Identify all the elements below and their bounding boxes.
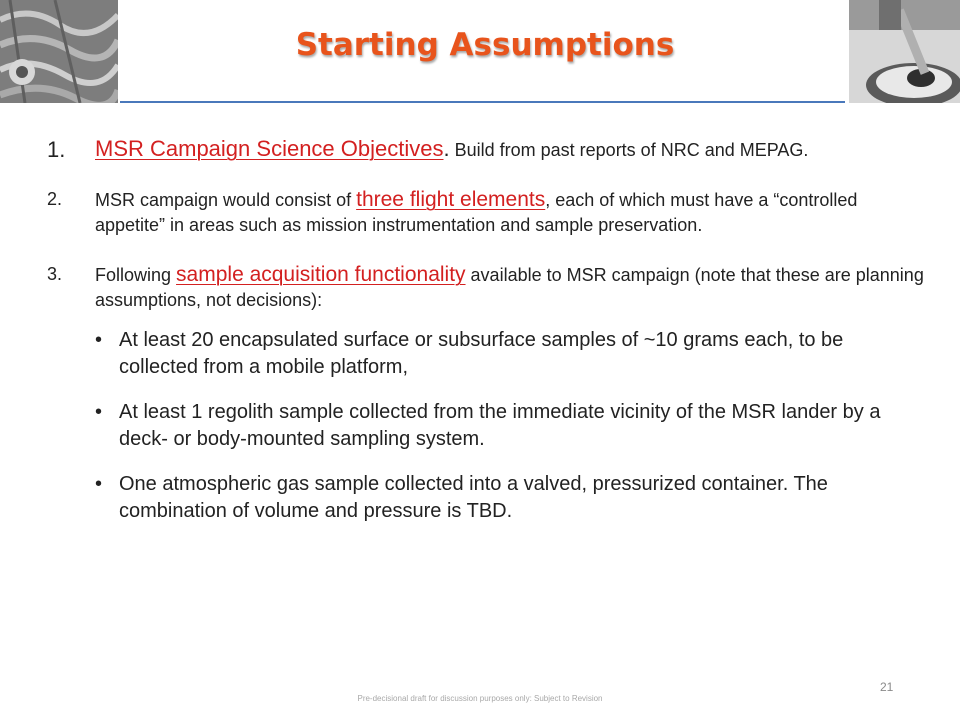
item-number: 1. (47, 137, 66, 162)
list-item (95, 471, 927, 525)
sample-bullet-list (47, 327, 927, 525)
bullet-icon: • (95, 473, 103, 495)
sample-acquisition-link[interactable]: sample acquisition functionality (176, 263, 466, 286)
bullet-text: At least 20 encapsulated surface or subsurface samples of ~10 grams each, to be collected from a mobile platform, (119, 329, 844, 378)
list-item (95, 399, 927, 453)
list-item (47, 136, 927, 163)
martian-surface-photo (0, 0, 118, 103)
item-number: 3. (47, 264, 63, 284)
item-text: Following (95, 265, 177, 285)
list-item (47, 187, 927, 238)
page-title: Starting Assumptions (295, 27, 675, 63)
list-item (47, 262, 927, 313)
item-text: MSR campaign would consist of (95, 190, 357, 210)
bullet-text: One atmospheric gas sample collected into a valved, pressurized container. The combination of volume and pressure is TBD. (119, 473, 828, 522)
footer-disclaimer: Pre-decisional draft for discussion purposes only: Subject to Revision (357, 694, 603, 703)
bullet-icon: • (95, 329, 103, 351)
assumptions-list (47, 136, 927, 543)
flight-elements-link[interactable]: three flight elements (356, 188, 546, 211)
title-divider (120, 101, 845, 103)
bullet-icon: • (95, 401, 103, 423)
item-text: Build from past reports of NRC and MEPAG. (449, 140, 809, 160)
item-text: available to MSR campaign (note that these are planning assumptions, not decisions): (95, 265, 924, 310)
item-text: , each of which must have a “controlled appetite” in areas such as mission instrumentation and sample preservation. (95, 190, 858, 235)
page-number: 21 (880, 680, 894, 694)
bullet-text: At least 1 regolith sample collected from the immediate vicinity of the MSR lander by a deck- or body-mounted sampling system. (119, 401, 881, 450)
list-item (95, 327, 927, 381)
sample-tube-photo (849, 0, 960, 103)
item-number: 2. (47, 189, 63, 209)
science-objectives-link[interactable]: MSR Campaign Science Objectives (95, 136, 444, 161)
item-text: . (443, 136, 450, 161)
